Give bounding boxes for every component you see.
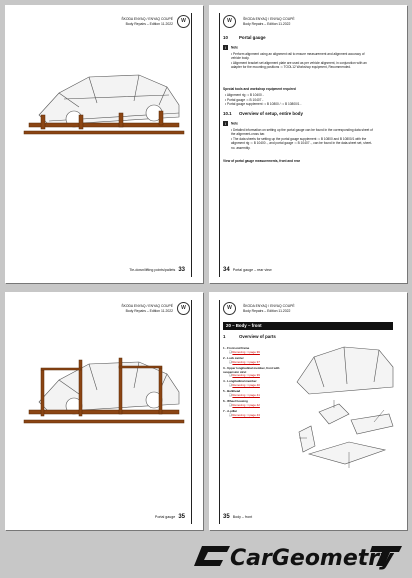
- brand-logo-icon: W: [223, 302, 236, 315]
- brand-name: CarGeometry: [230, 546, 394, 571]
- brand-logo-icon: W: [223, 15, 236, 28]
- page-footer: Portal gauge 35: [154, 514, 185, 520]
- figure-caption: View of portal gauge measurements, front and rear: [223, 159, 300, 163]
- portal-gauge-illustration: [19, 340, 194, 435]
- page-footer: Tie-down/lifting points/pallets 33: [129, 267, 185, 273]
- page-link[interactable]: Removing ⇒ page 36: [232, 349, 260, 354]
- body-front-parts-illustration: [289, 342, 399, 472]
- page-35-left: [5, 292, 203, 530]
- page-link[interactable]: Removing ⇒ page 42: [232, 402, 260, 407]
- page-number: 34: [223, 267, 230, 273]
- subsection-heading: 10.1 Overview of setup, entire body: [223, 111, 303, 116]
- page-link[interactable]: Removing ⇒ page 43: [232, 412, 260, 417]
- page-footer: 35 Body – front: [223, 514, 253, 520]
- info-icon: i: [223, 121, 228, 126]
- special-tools: Special tools and workshop equipment required • Alignment rig ⇒ B 10400 - • Portal gauge ⇒ B 10407 - • Portal gauge supplement ⇒ B 10800 / ⇒ B 10800/1 -: [223, 87, 393, 107]
- page-link[interactable]: Removing ⇒ page 39: [232, 373, 260, 378]
- info-icon: i: [223, 45, 228, 50]
- parts-list: 1 - Front end frame ❑ Removing ⇒ page 36 2 - Lock carrier ❑ Removing ⇒ page 37 3 - Upper longitudinal member, front with suspension strut ❑ Removing ⇒ page 39 4 - Longitudinal member ❑ Removing ⇒ page 40 5 - Bulkhead ❑ Removing ⇒ page 41 6 - Wheel housing ❑ Removing ⇒ page 42 7 - A-pillar ❑ Removing ⇒ page 43: [223, 346, 280, 417]
- page-header: ŠKODA ENYAQ / ENYAQ COUPÉ Body Repairs – Edition 11.2022: [243, 304, 295, 313]
- body-frame-illustration: [19, 55, 194, 145]
- margin-rule: [219, 300, 220, 524]
- page-header: ŠKODA ENYAQ / ENYAQ COUPÉ Body Repairs – Edition 11.2022: [243, 17, 295, 26]
- margin-rule: [219, 13, 220, 277]
- page-link[interactable]: Removing ⇒ page 41: [232, 393, 260, 398]
- chapter-band: 20 – Body – front: [223, 322, 393, 330]
- page-35-right: [209, 292, 407, 530]
- page-header: ŠKODA ENYAQ / ENYAQ COUPÉ Body Repairs – Edition 11.2022: [121, 17, 173, 26]
- note-box: i Note • Perform alignment using an alignment rail to ensure measurement and alignment accuracy of vehicle body. • Alignment bracket set alignment plate are used as per vehicle alignment, in conjunction with an adapter for the mounting positions ⇒ TOOL12 Workshop equipment, Recommended.: [223, 45, 373, 70]
- section-heading: 10 Portal gauge: [223, 35, 266, 40]
- page-number: 35: [223, 514, 230, 520]
- brand-logo-icon: W: [177, 302, 190, 315]
- note-box: i Note • Detailed information on setting up the portal gauge can be found in the corresponding data sheet of the alignment-cross bar. • The data sheets for setting up the portal gauge supplement ⇒ B 10800 and B 10800/1 with the alignment rig ⇒ B 10400 -, and portal gauge ⇒ B 10407 -, can be found in the data-sheet set, sheet-no. assembly.: [223, 121, 373, 150]
- page-link[interactable]: Removing ⇒ page 40: [232, 383, 260, 388]
- page-number: 35: [178, 514, 185, 520]
- page-33: [5, 5, 203, 283]
- brand-watermark: [190, 538, 404, 572]
- page-footer: 34 Portal gauge – rear view: [223, 267, 272, 273]
- page-number: 33: [178, 267, 185, 273]
- page-header: ŠKODA ENYAQ / ENYAQ COUPÉ Body Repairs – Edition 11.2022: [121, 304, 173, 313]
- page-link[interactable]: Removing ⇒ page 37: [232, 359, 260, 364]
- section-heading: 1 Overview of parts: [223, 334, 276, 339]
- page-34: [209, 5, 407, 283]
- margin-rule: [191, 13, 192, 277]
- brand-logo-icon: W: [177, 15, 190, 28]
